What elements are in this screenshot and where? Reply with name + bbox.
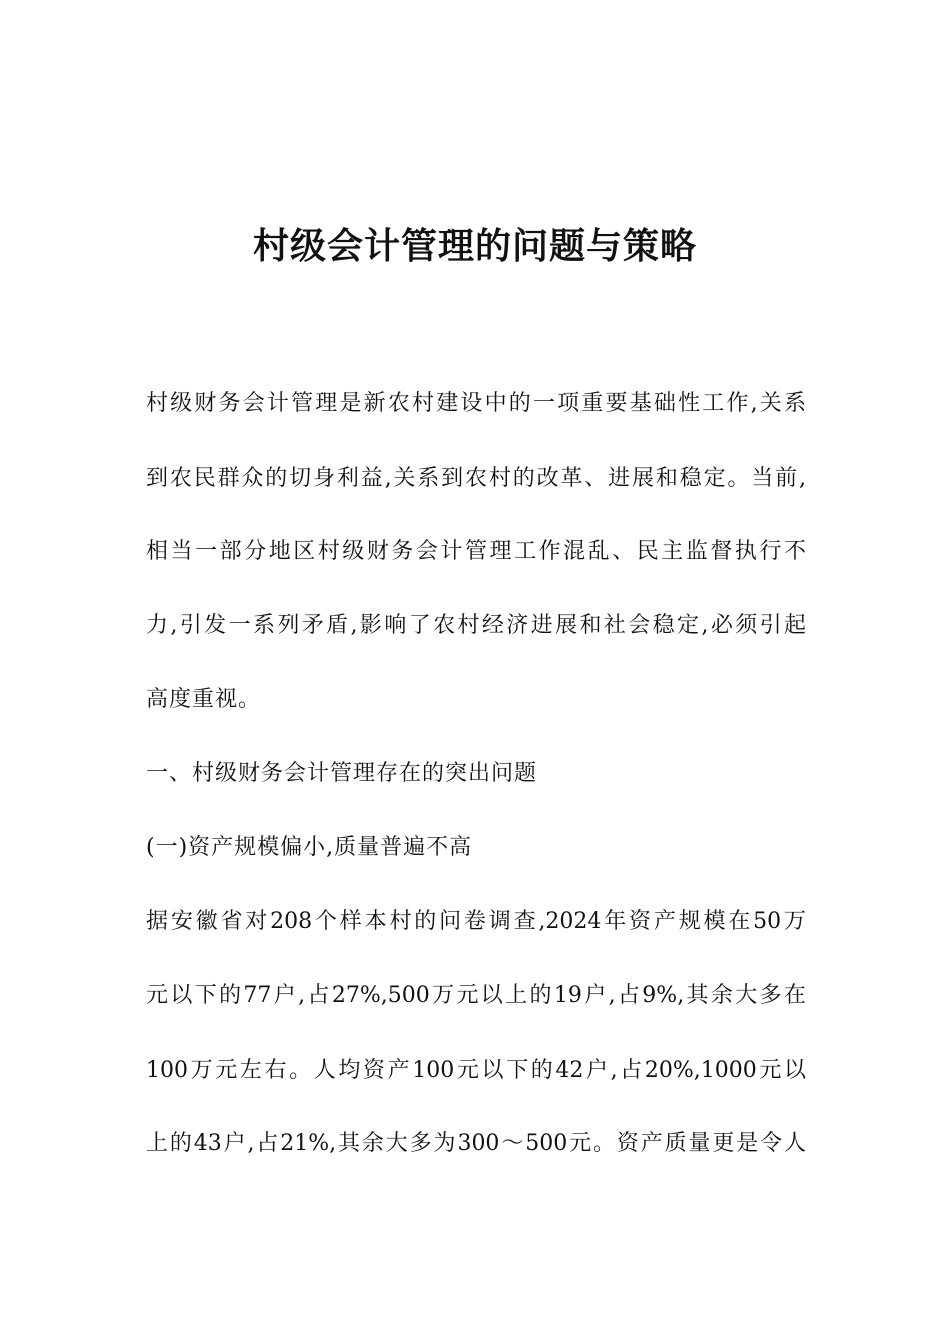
document-title: 村级会计管理的问题与策略 (252, 226, 697, 267)
section-heading: 一、村级财务会计管理存在的突出问题 (146, 761, 538, 786)
paragraph-line: 相当一部分地区村级财务会计管理工作混乱、民主监督执行不 (146, 539, 806, 564)
subsection-heading: (一)资产规模偏小,质量普遍不高 (146, 835, 473, 860)
paragraph-line: 到农民群众的切身利益,关系到农村的改革、进展和稳定。当前, (146, 466, 806, 491)
paragraph-line: 据安徽省对208个样本村的问卷调查,2024年资产规模在50万 (146, 909, 806, 934)
paragraph-line: 村级财务会计管理是新农村建设中的一项重要基础性工作,关系 (146, 391, 806, 416)
paragraph-line: 高度重视。 (146, 687, 262, 712)
paragraph-line: 力,引发一系列矛盾,影响了农村经济进展和社会稳定,必须引起 (146, 613, 806, 638)
paragraph-line: 100万元左右。人均资产100元以下的42户,占20%,1000元以 (146, 1058, 806, 1083)
paragraph-line: 上的43户,占21%,其余大多为300～500元。资产质量更是令人 (146, 1131, 806, 1156)
paragraph-line: 元以下的77户,占27%,500万元以上的19户,占9%,其余大多在 (146, 983, 806, 1008)
